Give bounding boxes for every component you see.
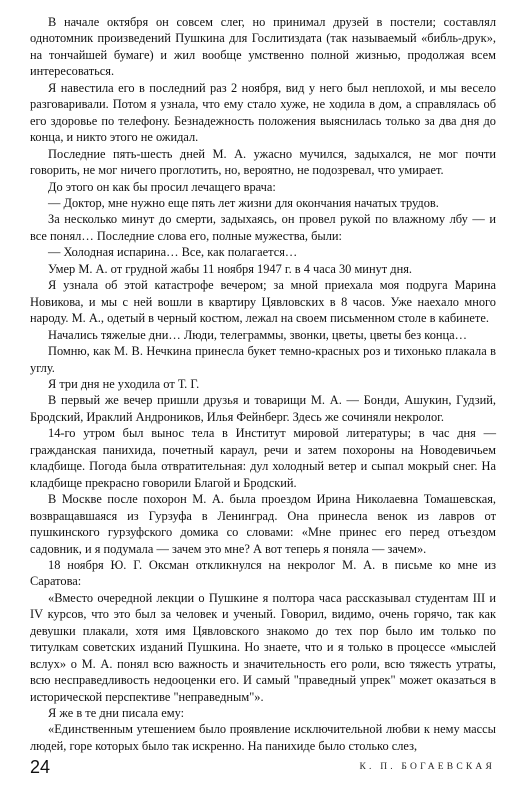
page-footer: [30, 756, 495, 780]
running-head-author: К. П. БОГАЕВСКАЯ: [359, 762, 495, 772]
paragraph-17: «Вместо очередной лекции о Пушкине я полтора часа рассказывал студентам III и IV курсов, что это был за человек и ученый. Говорил, видимо, очень горячо, так как девушки плакали, хотя имя Цявловского знакомо до тех пор было им только по титулкам советских изданий Пушкина. Но знаете, что и я только в процессе «мыслей вслух» о М. А. понял всю важность и значительность его роли, всю тяжесть утраты, всю несправедливость недооценки его. И самый "праведный упрек" может оказаться в исторической перспективе "неправедным"».: [30, 590, 496, 704]
paragraph-3: Последние пять-шесть дней М. А. ужасно мучился, задыхался, не мог почти говорить, не мог ничего проглотить, но, вероятно, не подозревал, что умирает.: [30, 146, 496, 178]
paragraph-5: — Доктор, мне нужно еще пять лет жизни для окончания начатых трудов.: [48, 195, 439, 210]
paragraph-18: Я же в те дни писала ему:: [48, 706, 185, 721]
paragraph-13: В первый же вечер пришли друзья и товарищи М. А. — Бонди, Ашукин, Гудзий, Бродский, Ираклий Андроников, Илья Фейнберг. Здесь же сочиняли некролог.: [30, 393, 496, 424]
paragraph-9: Я узнала об этой катастрофе вечером; за мной приехала моя подруга Марина Новикова, и мы с ней вошли в квартиру Цявловских в 8 часов. Уже наехало много народу. М. А., одетый в черный костюм, лежал на своем письменном столе в кабинете.: [30, 278, 496, 326]
paragraph-8: Умер М. А. от грудной жабы 11 ноября 1947 г. в 4 часа 30 минут дня.: [48, 261, 413, 276]
paragraph-12: Я три дня не уходила от Т. Г.: [48, 376, 200, 391]
paragraph-7: — Холодная испарина… Все, как полагается…: [48, 245, 298, 260]
page-number: 24: [30, 757, 51, 777]
paragraph-2: Я навестила его в последний раз 2 ноября, вид у него был неплохой, и мы весело разговаривали. Потом я узнала, что ему стало хуже, не ходила в дом, а справлялась об его здоровье по телефону. Безнадежность положения выяснилась только за два дня до конца, и никто этого не ожидал.: [30, 80, 496, 145]
paragraph-10: Начались тяжелые дни… Люди, телеграммы, звонки, цветы, цветы без конца…: [48, 327, 468, 342]
paragraph-4: До этого он как бы просил лечащего врача:: [48, 179, 276, 194]
paragraph-6: За несколько минут до смерти, задыхаясь, он провел рукой по влажному лбу — и все понял… Последние слова его, полные мужества, были:: [30, 212, 496, 243]
body-text: [30, 14, 496, 754]
paragraph-14: 14-го утром был вынос тела в Институт мировой литературы; в час дня — гражданская панихида, почетный караул, речи и затем похороны на Новодевичьем кладбище. Погода была отвратительная: дул холодный ветер и сыпал мокрый снег. На кладбище прекрасно говорили Благой и Бродский.: [30, 426, 496, 490]
paragraph-1: В начале октября он совсем слег, но принимал друзей в постели; составлял однотомник произведений Пушкина для Гослитиздата (так называемый «библь-друк», на тончайшей бумаге) и жил вообще умственно полной жизнью, продолжая всем интересоваться.: [30, 15, 496, 79]
paragraph-15: В Москве после похорон М. А. была проездом Ирина Николаевна Томашевская, возвращавшаяся из Гурзуфа в Ленинград. Она принесла венок из лавров от пушкинского гурзуфского домика со словами: «Мне принес его перед отъездом садовник, и я подумала — зачем это мне? А вот теперь я поняла — зачем».: [30, 492, 496, 556]
paragraph-16: 18 ноября Ю. Г. Оксман откликнулся на некролог М. А. в письме ко мне из Саратова:: [30, 557, 496, 589]
paragraph-19: «Единственным утешением было проявление исключительной любви к нему массы людей, горе которых было так искренно. На панихиде было столько слез,: [30, 722, 496, 753]
paragraph-11: Помню, как М. В. Нечкина принесла букет темно-красных роз и тихонько плакала в углу.: [30, 344, 496, 375]
